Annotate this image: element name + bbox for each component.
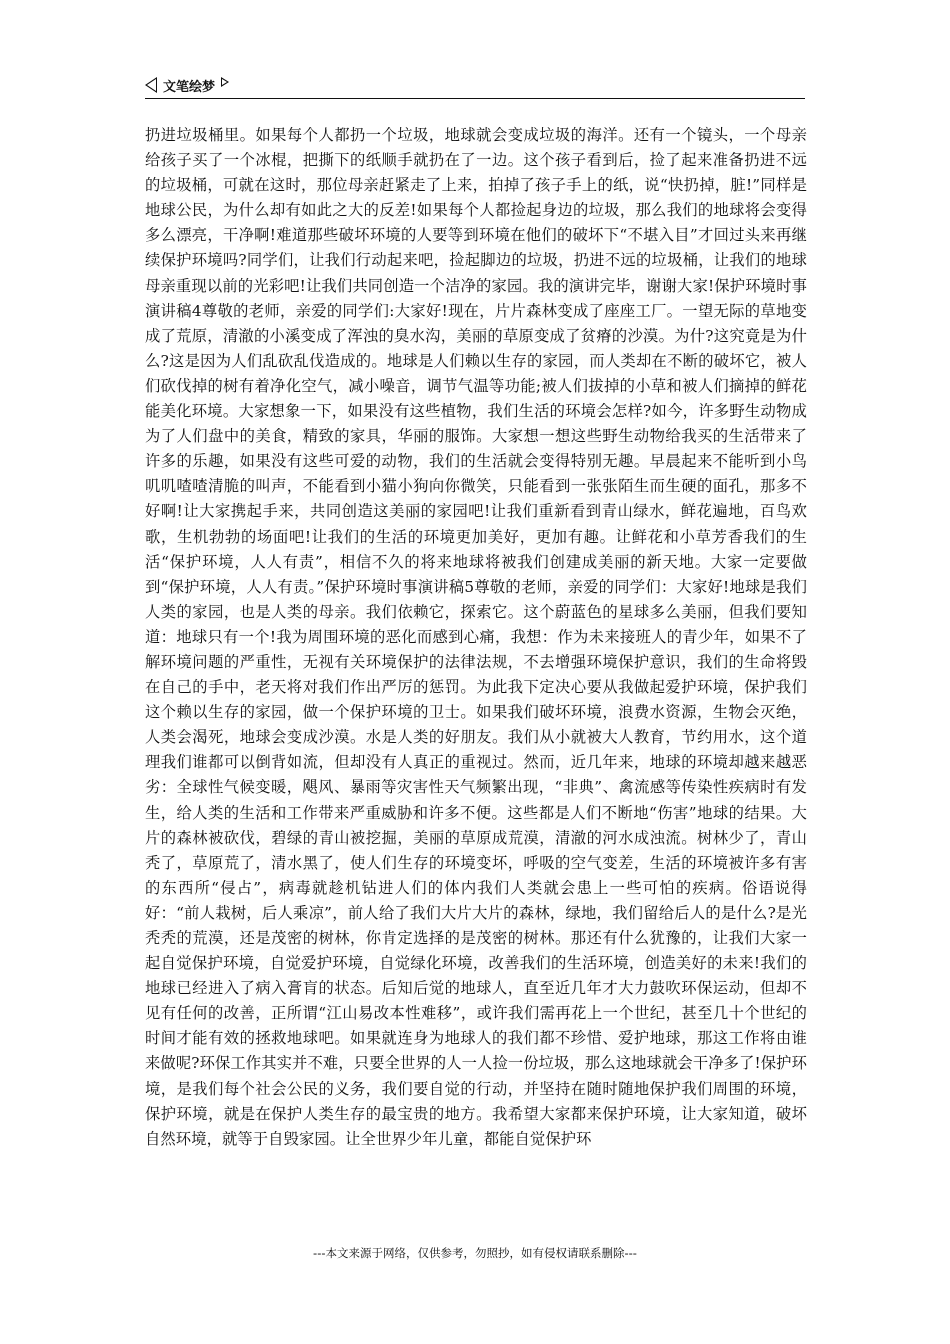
page-footer: ---本文来源于网络，仅供参考，勿照抄，如有侵权请联系删除--- — [313, 1246, 637, 1260]
document-body — [145, 123, 807, 1152]
brand — [145, 74, 805, 96]
brand-title: 文笔绘梦 — [163, 79, 216, 95]
body-paragraph: 扔进垃圾桶里。如果每个人都扔一个垃圾，地球就会变成垃圾的海洋。还有一个镜头，一个母亲给孩子买了一个冰棍，把撕下的纸顺手就扔在了一边。这个孩子看到后，捡了起来准备扔进不远的垃圾桶，可就在这时，那位母亲赶紧走了上来，拍掉了孩子手上的纸，说“快扔掉，脏!”同样是地球公民，为什么却有如此之大的反差!如果每个人都捡起身边的垃圾，那么我们的地球将会变得多么漂亮，干净啊!难道那些破坏环境的人要等到环境在他们的破坏下“不堪入目”才回过头来再继续保护环境吗?同学们，让我们行动起来吧，捡起脚边的垃圾，扔进不远的垃圾桶，让我们的地球母亲重现以前的光彩吧!让我们共同创造一个洁净的家园。我的演讲完毕，谢谢大家!保护环境时事演讲稿4尊敬的老师，亲爱的同学们:大家好!现在，片片森林变成了座座工厂。一望无际的草地变成了荒原，清澈的小溪变成了浑浊的臭水沟，美丽的草原变成了贫瘠的沙漠。为什?这究竟是为什么?这是因为人们乱砍乱伐造成的。地球是人们赖以生存的家园，而人类却在不断的破坏它，被人们砍伐掉的树有着净化空气，减小噪音，调节气温等功能;被人们拔掉的小草和被人们摘掉的鲜花能美化环境。大家想象一下，如果没有这些植物，我们生活的环境会怎样?如今，许多野生动物成为了人们盘中的美食，精致的家具，华丽的服饰。大家想一想这些野生动物给我买的生活带来了许多的乐趣，如果没有这些可爱的动物，我们的生活就会变得特别无趣。早晨起来不能听到小鸟叽叽喳喳清脆的叫声，不能看到小猫小狗向你微笑，只能看到一张张陌生而生硬的面孔，那多不好啊!让大家携起手来，共同创造这美丽的家园吧!让我们重新看到青山绿水，鲜花遍地，百鸟欢歌，生机勃勃的场面吧!让我们的生活的环境更加美好，更加有趣。让鲜花和小草芳香我们的生活“保护环境，人人有责”，相信不久的将来地球将被我们创建成美丽的新天地。大家一定要做到“保护环境，人人有责。”保护环境时事演讲稿5尊敬的老师，亲爱的同学们：大家好!地球是我们人类的家园，也是人类的母亲。我们依赖它，探索它。这个蔚蓝色的星球多么美丽，但我们要知道：地球只有一个!我为周围环境的恶化而感到心痛，我想：作为未来接班人的青少年，如果不了解环境问题的严重性，无视有关环境保护的法律法规，不去增强环境保护意识，我们的生命将毁在自己的手中，老天将对我们作出严厉的惩罚。为此我下定决心要从我做起爱护环境，保护我们这个赖以生存的家园，做一个保护环境的卫士。如果我们破坏环境，浪费水资源，生物会灭绝，人类会渴死，地球会变成沙漠。水是人类的好朋友。我们从小就被大人教育，节约用水，这个道理我们谁都可以倒背如流，但却没有人真正的重视过。然而，近几年来，地球的环境却越来越恶劣：全球性气候变暖，飓风、暴雨等灾害性天气频繁出现，“非典”、禽流感等传染性疾病时有发生，给人类的生活和工作带来严重威胁和许多不便。这些都是人们不断地“伤害”地球的结果。大片的森林被砍伐，碧绿的青山被挖掘，美丽的草原成荒漠，清澈的河水成浊流。树林少了，青山秃了，草原荒了，清水黑了，使人们生存的环境变坏，呼吸的空气变差，生活的环境被许多有害的东西所“侵占”，病毒就趁机钻进人们的体内我们人类就会患上一些可怕的疾病。俗语说得好：“前人栽树，后人乘凉”，前人给了我们大片大片的森林，绿地，我们留给后人的是什么?是光秃秃的荒漠，还是茂密的树林，你肯定选择的是茂密的树林。那还有什么犹豫的，让我们大家一起自觉保护环境，自觉爱护环境，自觉绿化环境，改善我们的生活环境，创造美好的未来!我们的地球已经进入了病入膏肓的状态。后知后觉的地球人，直至近几年才大力鼓吹环保运动，但却不见有任何的改善，正所谓“江山易改本性难移”，或许我们需再花上一个世纪，甚至几十个世纪的时间才能有效的拯救地球吧。如果就连身为地球人的我们都不珍惜、爱护地球，那这工作将由谁来做呢?环保工作其实并不难，只要全世界的人一人捡一份垃圾，那么这地球就会干净多了!保护环境，是我们每个社会公民的义务，我们要自觉的行动，并坚持在随时随地保护我们周围的环境，保护环境，就是在保护人类生存的最宝贵的地方。我希望大家都来保护环境，让大家知道，破坏自然环境，就等于自毁家园。让全世界少年儿童，都能自觉保护环 — [145, 126, 807, 1148]
right-triangle-icon — [221, 77, 229, 87]
page-header — [145, 74, 805, 99]
left-triangle-icon — [145, 77, 157, 93]
